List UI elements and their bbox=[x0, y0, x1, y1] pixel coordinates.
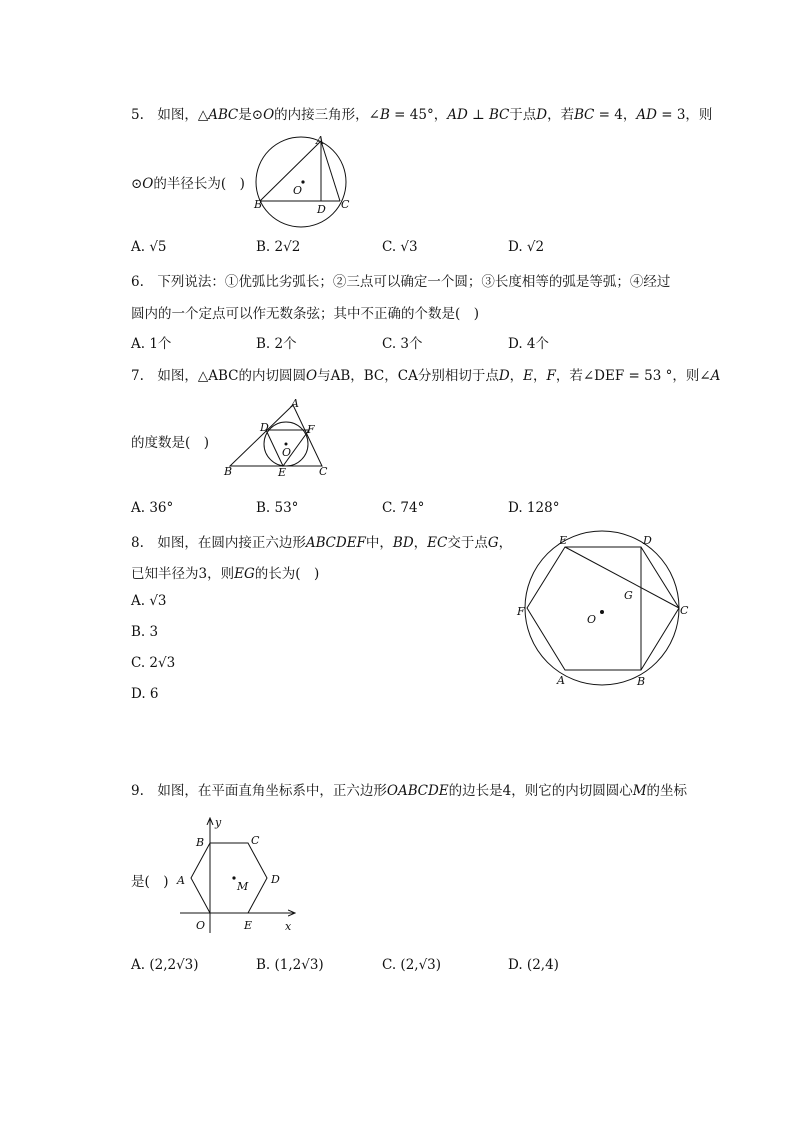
q5-option-c[interactable]: C. √3 bbox=[382, 239, 418, 255]
q9-label-a: A bbox=[177, 874, 185, 887]
q8-option-c[interactable]: C. 2√3 bbox=[131, 655, 176, 671]
q9-stem-line1: 9. 如图，在平面直角坐标系中，正六边形𝑂𝐴𝐵𝐶𝐷𝐸的边长是4，则它的内切圆圆心𝑀的坐标 bbox=[131, 783, 688, 799]
q8-option-a[interactable]: A. √3 bbox=[131, 593, 167, 609]
q7-label-e: E bbox=[278, 466, 287, 479]
q6-option-d[interactable]: D. 4个 bbox=[508, 336, 550, 352]
q9-label-m: M bbox=[237, 880, 249, 893]
q9-label-y: y bbox=[215, 816, 222, 829]
q8-label-a: A bbox=[557, 674, 565, 687]
q5-option-d[interactable]: D. √2 bbox=[508, 239, 545, 255]
q7-stem-line1: 7. 如图，△ABC的内切圆圆𝑂与AB，BC，CA分别相切于点𝐷，𝐸，𝐹，若∠DEF = 53 °，则∠𝐴 bbox=[131, 368, 721, 384]
q8-option-d[interactable]: D. 6 bbox=[131, 686, 159, 702]
q8-option-b[interactable]: B. 3 bbox=[131, 624, 159, 640]
q5-label-d: D bbox=[317, 203, 326, 216]
q9-label-e: E bbox=[244, 919, 253, 932]
q7-label-c: C bbox=[319, 465, 328, 478]
q8-circumcircle bbox=[525, 531, 679, 685]
q7-label-a: A bbox=[291, 397, 299, 410]
q6-option-a[interactable]: A. 1个 bbox=[131, 336, 172, 352]
q5-label-a: A bbox=[316, 134, 324, 147]
q7-option-b[interactable]: B. 53° bbox=[256, 500, 299, 516]
q8-stem-line2: 已知半径为3，则𝐸𝐺的长为( ) bbox=[131, 566, 320, 582]
q9-option-d[interactable]: D. (2,4) bbox=[508, 957, 559, 973]
q8-label-g: G bbox=[624, 589, 633, 602]
q8-segment-ec bbox=[565, 547, 679, 608]
q9-label-x: x bbox=[285, 920, 292, 933]
q8-figure bbox=[517, 530, 697, 690]
q9-option-a[interactable]: A. (2,2√3) bbox=[131, 957, 199, 973]
q6-option-c[interactable]: C. 3个 bbox=[382, 336, 423, 352]
q9-center-dot bbox=[232, 876, 235, 879]
q7-label-b: B bbox=[224, 465, 233, 478]
q8-label-e: E bbox=[559, 534, 568, 547]
q5-label-o: O bbox=[293, 184, 303, 197]
q7-label-o: O bbox=[282, 446, 292, 459]
q5-option-a[interactable]: A. √5 bbox=[131, 239, 167, 255]
q8-label-d: D bbox=[643, 534, 652, 547]
q7-option-c[interactable]: C. 74° bbox=[382, 500, 425, 516]
q9-figure bbox=[175, 815, 305, 935]
q9-stem-line2: 是( ) bbox=[131, 874, 169, 890]
q5-figure bbox=[255, 135, 355, 225]
q8-hexagon-abcdef bbox=[527, 547, 679, 670]
q5-label-c: C bbox=[341, 198, 350, 211]
q7-figure bbox=[225, 398, 335, 478]
q5-stem-line2: ⊙𝑂的半径长为( ) bbox=[131, 176, 245, 192]
q9-option-b[interactable]: B. (1,2√3) bbox=[256, 957, 324, 973]
q8-label-o: O bbox=[587, 613, 597, 626]
q7-option-a[interactable]: A. 36° bbox=[131, 500, 174, 516]
q9-option-c[interactable]: C. (2,√3) bbox=[382, 957, 442, 973]
q8-center-dot bbox=[600, 610, 604, 614]
q5-side-ac bbox=[321, 141, 340, 201]
q8-stem-line1: 8. 如图，在圆内接正六边形𝐴𝐵𝐶𝐷𝐸𝐹中，𝐵𝐷，𝐸𝐶交于点𝐺， bbox=[131, 535, 513, 551]
q9-label-o: O bbox=[196, 919, 206, 932]
q9-label-d: D bbox=[271, 873, 280, 886]
q8-label-b: B bbox=[637, 675, 646, 688]
q8-label-c: C bbox=[680, 604, 689, 617]
q7-label-f: F bbox=[307, 423, 315, 436]
q7-label-d: D bbox=[260, 421, 269, 434]
q6-option-b[interactable]: B. 2个 bbox=[256, 336, 297, 352]
q5-circle-o bbox=[256, 137, 346, 227]
q7-stem-line2: 的度数是( ) bbox=[131, 435, 210, 451]
q9-label-c: C bbox=[251, 834, 260, 847]
q5-label-b: B bbox=[254, 198, 263, 211]
q9-hexagon-oabcde bbox=[191, 843, 267, 913]
q5-option-b[interactable]: B. 2√2 bbox=[256, 239, 301, 255]
q8-label-f: F bbox=[517, 605, 525, 618]
q7-option-d[interactable]: D. 128° bbox=[508, 500, 560, 516]
q6-stem-line1: 6. 下列说法：①优弧比劣弧长；②三点可以确定一个圆；③长度相等的弧是等弧；④经过 bbox=[131, 274, 671, 290]
q5-stem-line1: 5. 如图，△𝐴𝐵𝐶是⊙𝑂的内接三角形，∠𝐵 = 45°，𝐴𝐷 ⊥ 𝐵𝐶于点𝐷，若𝐵𝐶 = 4，𝐴𝐷 = 3，则 bbox=[131, 107, 713, 123]
q9-label-b: B bbox=[196, 836, 205, 849]
q6-stem-line2: 圆内的一个定点可以作无数条弦；其中不正确的个数是( ) bbox=[131, 306, 480, 322]
